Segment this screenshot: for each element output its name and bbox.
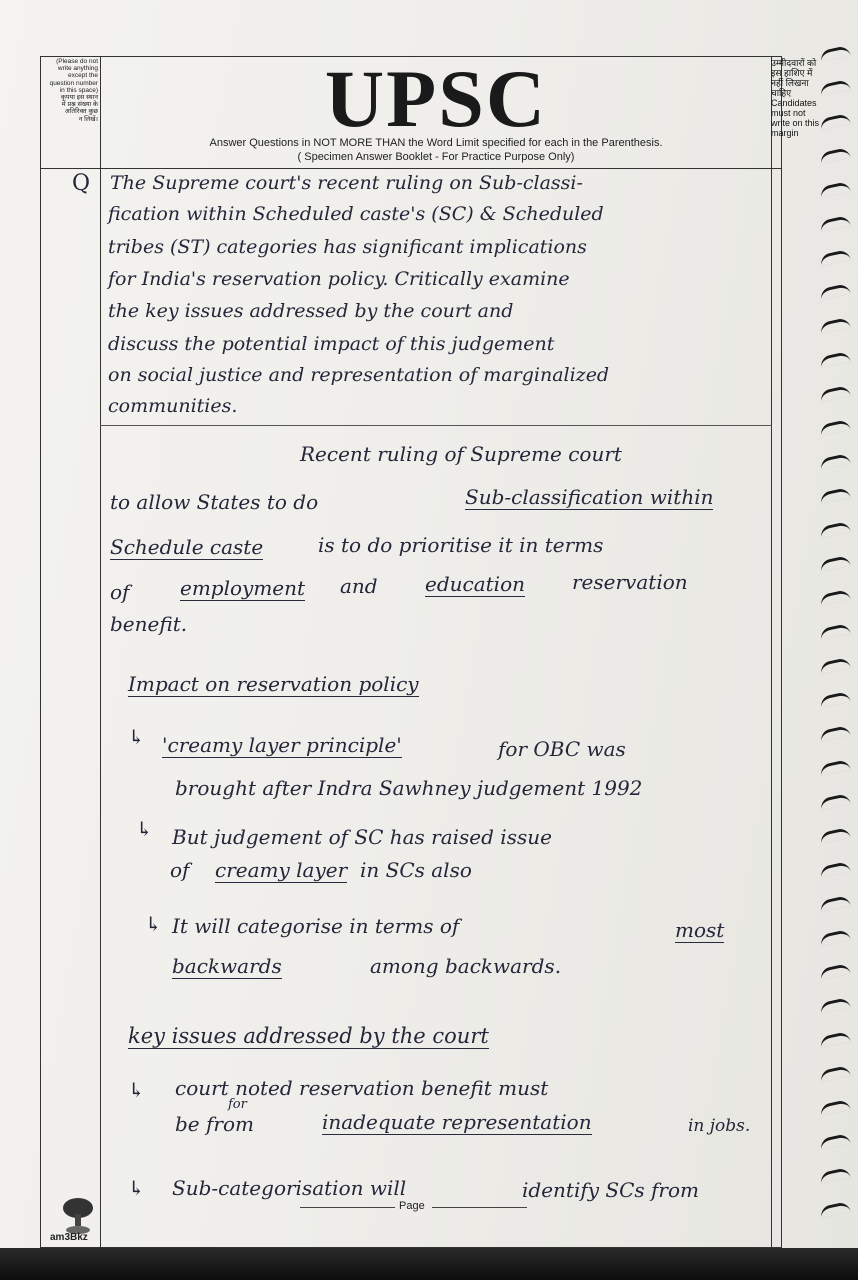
right-margin-note: उम्मीदवारों को इस हाशिए में नहीं लिखना चाहिए Candidates must not write on this margin bbox=[771, 58, 820, 138]
inserted-word: for bbox=[228, 1097, 247, 1112]
answer-underlined: most bbox=[675, 918, 725, 942]
bullet-arrow: ↳ bbox=[145, 912, 162, 936]
answer-underlined: 'creamy layer principle' bbox=[162, 733, 402, 757]
answer-line: reservation bbox=[572, 570, 688, 594]
answer-line: among backwards. bbox=[370, 954, 562, 978]
answer-line: of bbox=[110, 580, 130, 604]
answer-line: and bbox=[340, 574, 378, 598]
answer-underlined: employment bbox=[180, 576, 306, 600]
question-line: for India's reservation policy. Critically examine bbox=[108, 268, 570, 290]
answer-underlined: education bbox=[425, 572, 525, 596]
answer-line: is to do prioritise it in terms bbox=[318, 533, 604, 557]
question-line: the key issues addressed by the court and bbox=[108, 300, 514, 322]
section-heading: key issues addressed by the court bbox=[128, 1024, 489, 1048]
answer-line: court noted reservation benefit must bbox=[175, 1076, 549, 1100]
question-separator bbox=[100, 425, 772, 426]
bullet-arrow: ↳ bbox=[136, 817, 153, 841]
instruction-text: Answer Questions in NOT MORE THAN the Word Limit specified for each in the Parenthesis. bbox=[209, 137, 663, 149]
answer-underlined: backwards bbox=[172, 954, 282, 978]
header-divider bbox=[40, 168, 782, 169]
answer-underlined: creamy layer bbox=[215, 858, 348, 882]
right-margin-line bbox=[771, 56, 772, 1248]
answer-line: of bbox=[170, 858, 190, 882]
answer-line: be from bbox=[175, 1112, 254, 1136]
page-line-left bbox=[300, 1207, 395, 1208]
booklet-subtitle: ( Specimen Answer Booklet - For Practice Purpose Only) bbox=[297, 151, 575, 163]
question-line: The Supreme court's recent ruling on Sub-classi- bbox=[110, 172, 583, 194]
answer-line: But judgement of SC has raised issue bbox=[172, 825, 552, 849]
answer-line: in SCs also bbox=[360, 858, 472, 882]
question-line: discuss the potential impact of this judgement bbox=[108, 333, 555, 355]
answer-underlined: Sub-classification within bbox=[465, 485, 714, 509]
question-line: communities. bbox=[108, 395, 238, 417]
answer-line: brought after Indra Sawhney judgement 1992 bbox=[175, 776, 643, 800]
page-label: Page bbox=[399, 1200, 425, 1212]
page-frame bbox=[40, 53, 782, 1248]
question-mark-label: Q bbox=[72, 171, 91, 196]
answer-line: It will categorise in terms of bbox=[172, 914, 460, 938]
answer-line: in jobs. bbox=[688, 1116, 751, 1136]
bullet-arrow: ↳ bbox=[128, 1176, 145, 1200]
page-title: UPSC bbox=[324, 53, 548, 144]
answer-line: to allow States to do bbox=[110, 490, 319, 514]
left-margin-note: (Please do not write anything except the question number in this space) कृपया इस स्थान में प्रश्न संख्या के अतिरिक्त कुछ न लिखें। bbox=[49, 58, 98, 123]
question-line: fication within Scheduled caste's (SC) & Scheduled bbox=[108, 203, 604, 225]
answer-underlined: Schedule caste bbox=[110, 535, 264, 559]
answer-line: for OBC was bbox=[498, 737, 626, 761]
page-line-right bbox=[432, 1207, 527, 1208]
left-margin-line bbox=[100, 56, 101, 1248]
notebook-edge bbox=[0, 1248, 858, 1280]
bullet-arrow: ↳ bbox=[128, 1078, 145, 1102]
logo-text: am3Bkz bbox=[50, 1232, 88, 1243]
bullet-arrow: ↳ bbox=[128, 725, 145, 749]
answer-line: benefit. bbox=[110, 612, 188, 636]
question-line: tribes (ST) categories has significant implications bbox=[108, 236, 587, 258]
question-line: on social justice and representation of marginalized bbox=[108, 364, 610, 386]
answer-line: Recent ruling of Supreme court bbox=[300, 442, 622, 466]
section-heading: Impact on reservation policy bbox=[128, 672, 419, 696]
answer-underlined: inadequate representation bbox=[322, 1110, 592, 1134]
answer-line: Sub-categorisation will bbox=[172, 1176, 407, 1200]
answer-line: identify SCs from bbox=[522, 1178, 700, 1202]
